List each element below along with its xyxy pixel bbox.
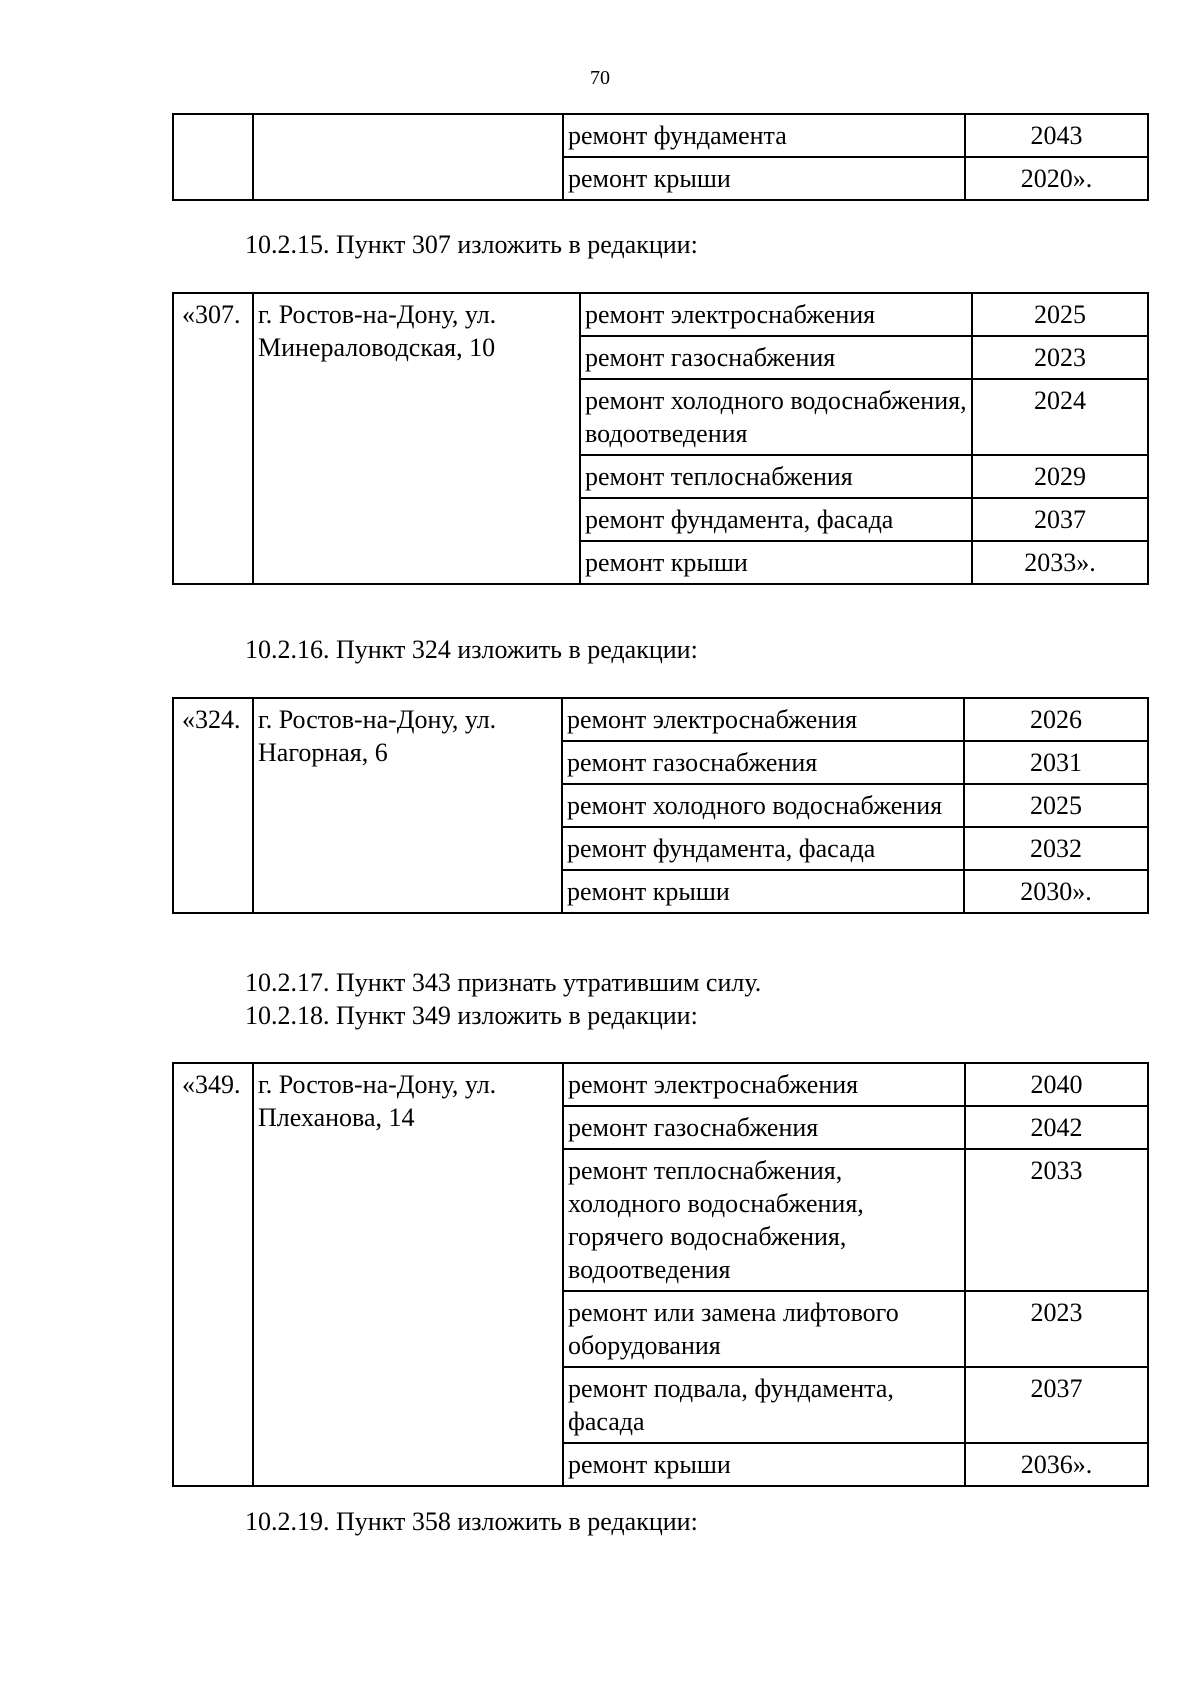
work-cell: ремонт или замена лифтового оборудования (563, 1291, 965, 1367)
year-cell: 2043 (965, 114, 1148, 157)
work-cell: ремонт крыши (562, 870, 964, 913)
paragraph-10-2-15: 10.2.15. Пункт 307 изложить в редакции: (245, 230, 698, 259)
year-cell: 2037 (972, 498, 1148, 541)
work-cell: ремонт теплоснабжения, холодного водоснабжения, горячего водоснабжения, водоотведения (563, 1149, 965, 1291)
year-cell: 2031 (964, 741, 1148, 784)
address-cell (253, 114, 563, 200)
paragraph-10-2-19: 10.2.19. Пункт 358 изложить в редакции: (245, 1507, 698, 1536)
table-row (173, 114, 1148, 157)
work-cell: ремонт электроснабжения (563, 1063, 965, 1106)
item-number-cell: «349. (173, 1063, 253, 1486)
work-cell: ремонт газоснабжения (580, 336, 972, 379)
page-number: 70 (590, 67, 610, 89)
work-cell: ремонт холодного водоснабжения, водоотведения (580, 379, 972, 455)
year-cell: 2033 (965, 1149, 1148, 1291)
work-cell: ремонт фундамента (563, 114, 965, 157)
year-cell: 2033». (972, 541, 1148, 584)
table-item-324 (172, 697, 1149, 914)
year-cell: 2029 (972, 455, 1148, 498)
paragraph-10-2-18: 10.2.18. Пункт 349 изложить в редакции: (245, 1001, 698, 1030)
year-cell: 2023 (972, 336, 1148, 379)
paragraph-10-2-17: 10.2.17. Пункт 343 признать утратившим силу. (245, 968, 762, 997)
table-item-307 (172, 292, 1149, 585)
work-cell: ремонт крыши (580, 541, 972, 584)
item-number-cell: «307. (173, 293, 253, 584)
work-cell: ремонт крыши (563, 157, 965, 200)
year-cell: 2037 (965, 1367, 1148, 1443)
item-number-cell: «324. (173, 698, 253, 913)
item-number-cell (173, 114, 253, 200)
work-cell: ремонт холодного водоснабжения (562, 784, 964, 827)
year-cell: 2023 (965, 1291, 1148, 1367)
year-cell: 2024 (972, 379, 1148, 455)
address-cell: г. Ростов-на-Дону, ул. Минераловодская, 10 (253, 293, 580, 584)
year-cell: 2025 (972, 293, 1148, 336)
table-item-349 (172, 1062, 1149, 1487)
year-cell: 2025 (964, 784, 1148, 827)
work-cell: ремонт электроснабжения (580, 293, 972, 336)
work-cell: ремонт фундамента, фасада (562, 827, 964, 870)
year-cell: 2020». (965, 157, 1148, 200)
address-cell: г. Ростов-на-Дону, ул. Плеханова, 14 (253, 1063, 563, 1486)
table-row (173, 698, 1148, 741)
year-cell: 2036». (965, 1443, 1148, 1486)
table-row (173, 1063, 1148, 1106)
table-continuation (172, 113, 1149, 201)
year-cell: 2040 (965, 1063, 1148, 1106)
work-cell: ремонт электроснабжения (562, 698, 964, 741)
table-row (173, 293, 1148, 336)
paragraph-10-2-16: 10.2.16. Пункт 324 изложить в редакции: (245, 635, 698, 664)
year-cell: 2042 (965, 1106, 1148, 1149)
work-cell: ремонт подвала, фундамента, фасада (563, 1367, 965, 1443)
year-cell: 2026 (964, 698, 1148, 741)
work-cell: ремонт газоснабжения (562, 741, 964, 784)
year-cell: 2030». (964, 870, 1148, 913)
work-cell: ремонт фундамента, фасада (580, 498, 972, 541)
year-cell: 2032 (964, 827, 1148, 870)
work-cell: ремонт теплоснабжения (580, 455, 972, 498)
work-cell: ремонт крыши (563, 1443, 965, 1486)
address-cell: г. Ростов-на-Дону, ул. Нагорная, 6 (253, 698, 562, 913)
work-cell: ремонт газоснабжения (563, 1106, 965, 1149)
